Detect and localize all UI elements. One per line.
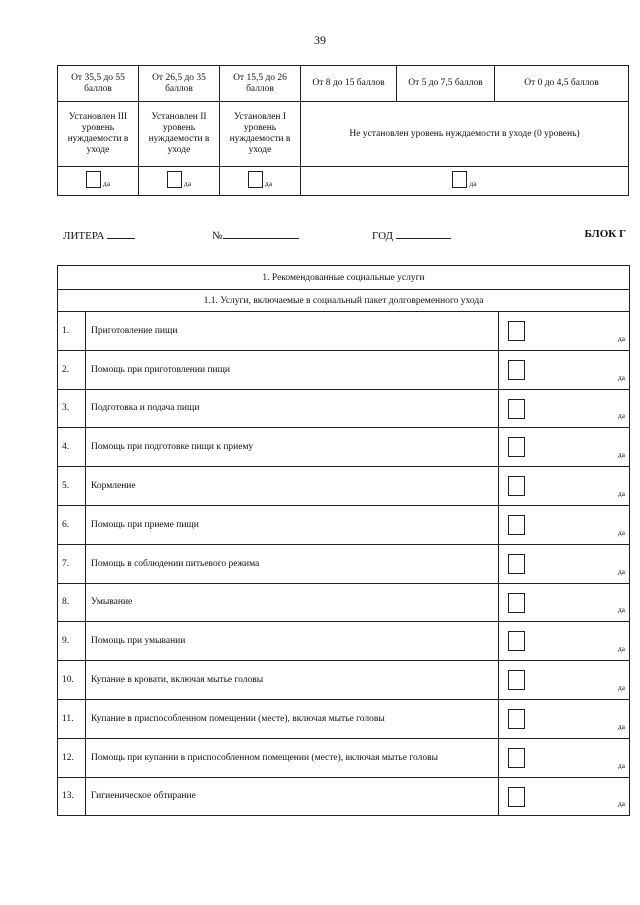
table-row	[58, 544, 630, 583]
service-checkbox[interactable]	[508, 670, 525, 690]
service-yes-cell	[499, 428, 630, 467]
service-checkbox[interactable]	[508, 554, 525, 574]
litera-field	[63, 228, 135, 242]
service-yes-cell	[499, 505, 630, 544]
page-number: 39	[314, 33, 326, 47]
service-yes-cell	[499, 661, 630, 700]
year-input[interactable]	[396, 228, 451, 239]
table-row	[58, 467, 630, 506]
table-row	[58, 350, 630, 389]
care-level-3: Установлен III уровень нуждаемости в уходе	[58, 102, 139, 167]
score-level-table	[57, 65, 629, 196]
subsection-title: 1.1. Услуги, включаемые в социальный пакет долговременного ухода	[58, 290, 630, 312]
service-name: Гигиеническое обтирание	[86, 777, 499, 816]
service-checkbox[interactable]	[508, 399, 525, 419]
service-checkbox[interactable]	[508, 787, 525, 807]
level-1-yes-cell	[220, 167, 301, 196]
service-name: Помощь при умывании	[86, 622, 499, 661]
row-number: 6.	[58, 505, 86, 544]
service-checkbox[interactable]	[508, 476, 525, 496]
service-name: Кормление	[86, 467, 499, 506]
year-field	[372, 228, 451, 242]
care-level-2: Установлен II уровень нуждаемости в уходе	[139, 102, 220, 167]
level-none-yes-cell	[301, 167, 629, 196]
table-row	[58, 661, 630, 700]
row-number: 5.	[58, 467, 86, 506]
yes-label: да	[617, 333, 626, 343]
row-number: 11.	[58, 699, 86, 738]
row-number: 10.	[58, 661, 86, 700]
service-yes-cell	[499, 389, 630, 428]
row-number: 3.	[58, 389, 86, 428]
service-yes-cell	[499, 622, 630, 661]
score-range-2: От 26,5 до 35 баллов	[139, 66, 220, 102]
yes-label: да	[617, 721, 626, 731]
care-level-1: Установлен I уровень нуждаемости в уходе	[220, 102, 301, 167]
score-range-6: От 0 до 4,5 баллов	[495, 66, 629, 102]
yes-label: да	[617, 682, 626, 692]
service-name: Приготовление пищи	[86, 312, 499, 351]
service-name: Помощь в соблюдении питьевого режима	[86, 544, 499, 583]
table-row	[58, 389, 630, 428]
service-checkbox[interactable]	[508, 631, 525, 651]
number-input[interactable]	[223, 228, 299, 239]
service-checkbox[interactable]	[508, 593, 525, 613]
number-field	[212, 228, 299, 242]
yes-label: да	[617, 760, 626, 770]
service-name: Купание в кровати, включая мытье головы	[86, 661, 499, 700]
level-3-checkbox[interactable]	[86, 171, 101, 188]
row-number: 9.	[58, 622, 86, 661]
service-yes-cell	[499, 777, 630, 816]
service-name: Помощь при подготовке пищи к приему	[86, 428, 499, 467]
yes-label: да	[617, 566, 626, 576]
row-number: 8.	[58, 583, 86, 622]
row-number: 1.	[58, 312, 86, 351]
table-row	[58, 622, 630, 661]
section-title: 1. Рекомендованные социальные услуги	[58, 266, 630, 290]
yes-label: да	[617, 411, 626, 421]
yes-label: да	[617, 450, 626, 460]
service-checkbox[interactable]	[508, 321, 525, 341]
yes-label: да	[617, 644, 626, 654]
service-yes-cell	[499, 350, 630, 389]
service-checkbox[interactable]	[508, 437, 525, 457]
litera-label: ЛИТЕРА	[63, 230, 105, 242]
yes-label: да	[617, 527, 626, 537]
year-label: ГОД	[372, 230, 393, 242]
level-2-yes-cell	[139, 167, 220, 196]
table-row	[58, 738, 630, 777]
service-yes-cell	[499, 738, 630, 777]
service-name: Помощь при купании в приспособленном помещении (месте), включая мытье головы	[86, 738, 499, 777]
score-range-1: От 35,5 до 55 баллов	[58, 66, 139, 102]
score-range-5: От 5 до 7,5 баллов	[397, 66, 495, 102]
litera-input[interactable]	[107, 228, 135, 239]
level-1-checkbox[interactable]	[248, 171, 263, 188]
yes-label: да	[469, 178, 477, 188]
service-name: Помощь при приеме пищи	[86, 505, 499, 544]
service-checkbox[interactable]	[508, 709, 525, 729]
yes-label: да	[617, 605, 626, 615]
row-number: 2.	[58, 350, 86, 389]
service-name: Помощь при приготовлении пищи	[86, 350, 499, 389]
block-title: БЛОК Г	[584, 228, 626, 240]
service-yes-cell	[499, 312, 630, 351]
table-row	[58, 505, 630, 544]
yes-label: да	[617, 372, 626, 382]
yes-label: да	[102, 178, 111, 188]
yes-label: да	[183, 178, 192, 188]
table-row	[58, 583, 630, 622]
services-table	[57, 265, 630, 816]
yes-label: да	[617, 799, 626, 809]
table-row	[58, 699, 630, 738]
score-range-3: От 15,5 до 26 баллов	[220, 66, 301, 102]
level-3-yes-cell	[58, 167, 139, 196]
row-number: 12.	[58, 738, 86, 777]
service-checkbox[interactable]	[508, 360, 525, 380]
level-2-checkbox[interactable]	[167, 171, 182, 188]
score-range-4: От 8 до 15 баллов	[301, 66, 397, 102]
row-number: 4.	[58, 428, 86, 467]
number-label: №	[212, 230, 223, 242]
service-name: Подготовка и подача пищи	[86, 389, 499, 428]
row-number: 13.	[58, 777, 86, 816]
service-checkbox[interactable]	[508, 515, 525, 535]
service-yes-cell	[499, 583, 630, 622]
care-level-none: Не установлен уровень нуждаемости в уходе (0 уровень)	[301, 102, 629, 167]
table-row	[58, 777, 630, 816]
service-yes-cell	[499, 467, 630, 506]
yes-label: да	[264, 178, 273, 188]
level-none-checkbox[interactable]	[452, 171, 467, 188]
service-name: Купание в приспособленном помещении (месте), включая мытье головы	[86, 699, 499, 738]
service-yes-cell	[499, 544, 630, 583]
table-row	[58, 312, 630, 351]
service-checkbox[interactable]	[508, 748, 525, 768]
service-name: Умывание	[86, 583, 499, 622]
yes-label: да	[617, 488, 626, 498]
service-yes-cell	[499, 699, 630, 738]
row-number: 7.	[58, 544, 86, 583]
table-row	[58, 428, 630, 467]
